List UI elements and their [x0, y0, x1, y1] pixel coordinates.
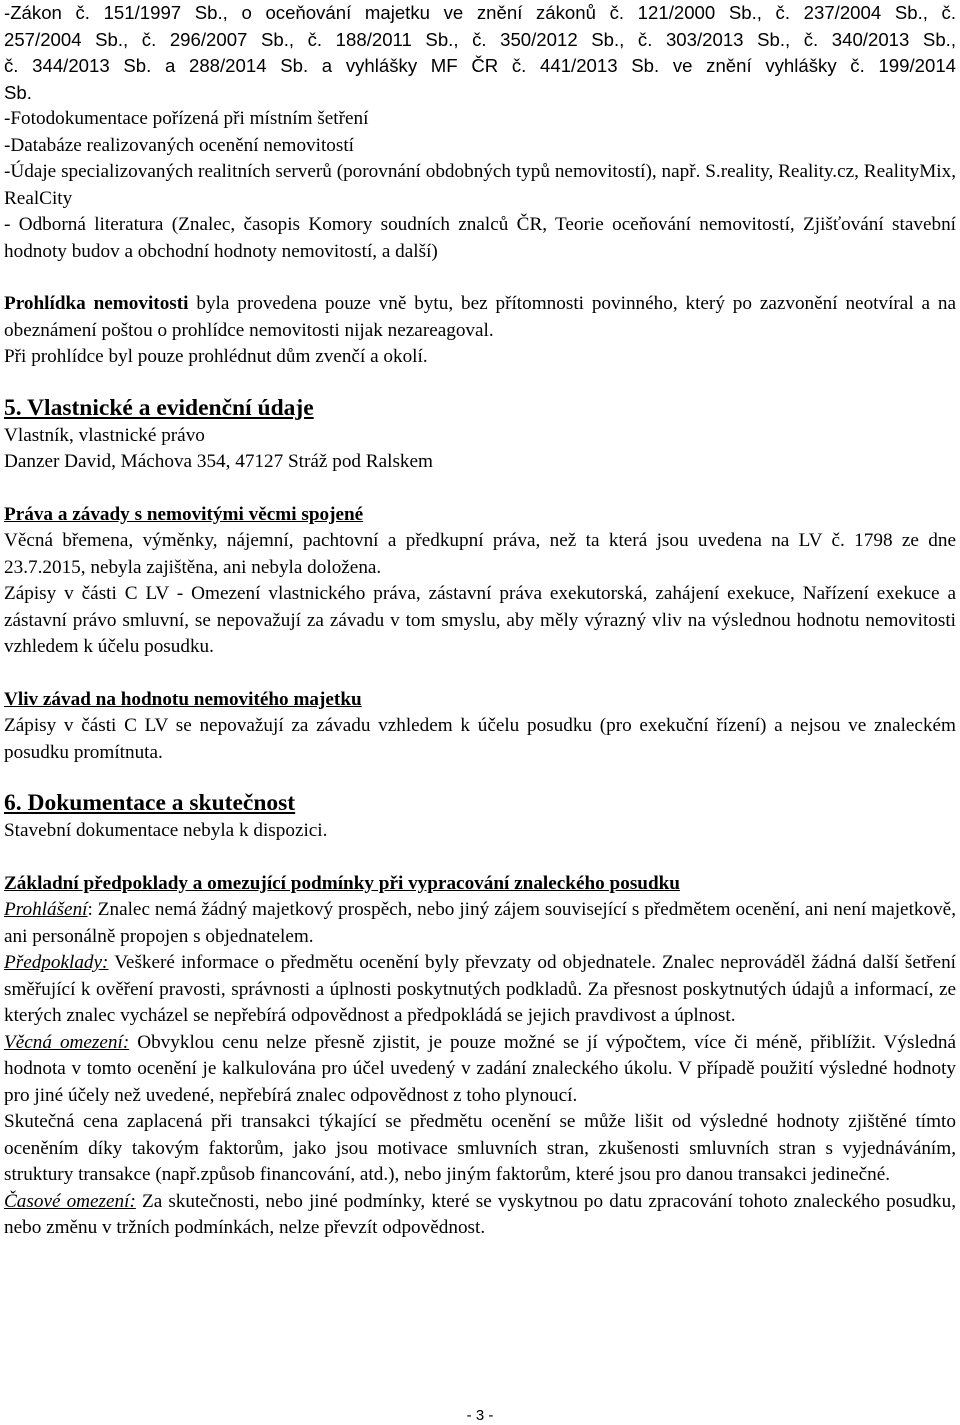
- time-paragraph: [4, 1189, 956, 1242]
- source-literature: - Odborná literatura (Znalec, časopis Komory soudních znalců ČR, Teorie oceňování nemovitostí, Zjišťování stavební hodnoty budov a obchodní hodnoty nemovitostí, a další): [4, 214, 956, 262]
- laws-line: Sb.: [4, 81, 32, 103]
- inspection-text: byla provedena pouze vně bytu, bez přítomnosti povinného, který po zazvonění neotvíral a na obeznámení poštou o prohlídce nemovitosti nijak nezareagoval.: [4, 293, 956, 341]
- rights-heading: Práva a závady s nemovitými věcmi spojené: [4, 503, 364, 525]
- section-6-text: Stavební dokumentace nebyla k dispozici.: [4, 820, 328, 841]
- prereq-label: Předpoklady:: [4, 952, 109, 973]
- price-paragraph: Skutečná cena zaplacená při transakci týkající se předmětu ocenění se může lišit od výsledné hodnoty zjištěné tímto oceněním díky takovým faktorům, jako jsou motivace smluvních stran, zkušenosti smluvních stran s vyjednáváním, struktury transakce (např.způsob financování, atd.), nebo jiným faktorům, které jsou pro danou transakci jedinečné.: [4, 1111, 956, 1185]
- time-text: Za skutečnosti, nebo jiné podmínky, které se vyskytnou po datu zpracování tohoto znaleckého posudku, nebo změnu v tržních podmínkách, nelze převzít odpovědnost.: [4, 1190, 956, 1238]
- source-servers: -Údaje specializovaných realitních serverů (porovnání obdobných typů nemovitostí), např. S.reality, Reality.cz, RealityMix, RealCity: [4, 161, 956, 209]
- material-paragraph: [4, 1030, 956, 1110]
- laws-line: -Zákon č. 151/1997 Sb., o oceňování majetku ve znění zákonů č. 121/2000 Sb., č. 237/2004 Sb., č.: [4, 2, 956, 23]
- prereq-text: Veškeré informace o předmětu ocenění byly převzaty od objednatele. Znalec neprováděl žádná další šetření směřující k ověření pravosti, správnosti a úplnosti poskytnutých podkladů. Za přesnost poskytnutých údajů a informací, ze kterých znalec vycházel se nepřebírá odpovědnost a předpokládá se jejich pravdivost a úplnost.: [4, 952, 956, 1026]
- document-body: [4, 0, 956, 1242]
- declaration-label: Prohlášení: [4, 899, 88, 920]
- section-5-heading: 5. Vlastnické a evidenční údaje: [4, 394, 314, 421]
- inspection-label: Prohlídka nemovitosti: [4, 293, 189, 314]
- owner-value: Danzer David, Máchova 354, 47127 Stráž pod Ralskem: [4, 451, 433, 472]
- laws-list: [4, 0, 956, 106]
- inspection-paragraph: [4, 291, 956, 344]
- assumptions-heading: Základní předpoklady a omezující podmínky při vypracování znaleckého posudku: [4, 872, 680, 894]
- laws-line: č. 344/2013 Sb. a 288/2014 Sb. a vyhlášky MF ČR č. 441/2013 Sb. ve znění vyhlášky č. 199/2014: [4, 55, 956, 76]
- material-label: Věcná omezení:: [4, 1031, 130, 1053]
- page-number: - 3 -: [466, 1407, 494, 1424]
- entries-text: Zápisy v části C LV - Omezení vlastnického práva, zástavní práva exekutorská, zahájení exekuce, Nařízení exekuce a zástavní právo smluvní, se nepovažují za závadu v tom smyslu, aby měly výrazný vliv na výslednou hodnotu nemovitosti vzhledem k účelu posudku.: [4, 583, 956, 657]
- declaration-text: : Znalec nemá žádný majetkový prospěch, nebo jiný zájem související s předmětem ocenění, ani není majetkově, ani personálně propojen s objednatelem.: [4, 899, 956, 947]
- inspection-note: Při prohlídce byl pouze prohlédnut dům zvenčí a okolí.: [4, 346, 428, 367]
- impact-text: Zápisy v části C LV se nepovažují za závadu vzhledem k účelu posudku (pro exekuční řízení) a nejsou ve znaleckém posudku promítnuta.: [4, 715, 956, 763]
- section-6-heading: 6. Dokumentace a skutečnost: [4, 790, 296, 816]
- source-photo: -Fotodokumentace pořízená při místním šetření: [4, 108, 369, 129]
- owner-label: Vlastník, vlastnické právo: [4, 424, 205, 446]
- prereq-paragraph: [4, 950, 956, 1030]
- impact-heading: Vliv závad na hodnotu nemovitého majetku: [4, 688, 362, 710]
- material-text: Obvyklou cenu nelze přesně zjistit, je pouze možné se jí výpočtem, více či méně, přiblížit. Výsledná hodnota v tomto ocenění je kalkulována pro účel uvedený v zadání znaleckého úkolu. V případě použití výsledné hodnoty pro jiné účely než uvedené, nepřebírá znalec odpovědnost z toho plynoucí.: [4, 1031, 956, 1106]
- laws-line: 257/2004 Sb., č. 296/2007 Sb., č. 188/2011 Sb., č. 350/2012 Sb., č. 303/2013 Sb., č. 340/2013 Sb.,: [4, 28, 956, 50]
- rights-text: Věcná břemena, výměnky, nájemní, pachtovní a předkupní práva, než ta která jsou uvedena na LV č. 1798 ze dne 23.7.2015, nebyla zajištěna, ani nebyla doložena.: [4, 530, 956, 578]
- time-label: Časové omezení:: [4, 1190, 136, 1212]
- declaration-paragraph: [4, 897, 956, 950]
- source-database: -Databáze realizovaných ocenění nemovitostí: [4, 134, 355, 156]
